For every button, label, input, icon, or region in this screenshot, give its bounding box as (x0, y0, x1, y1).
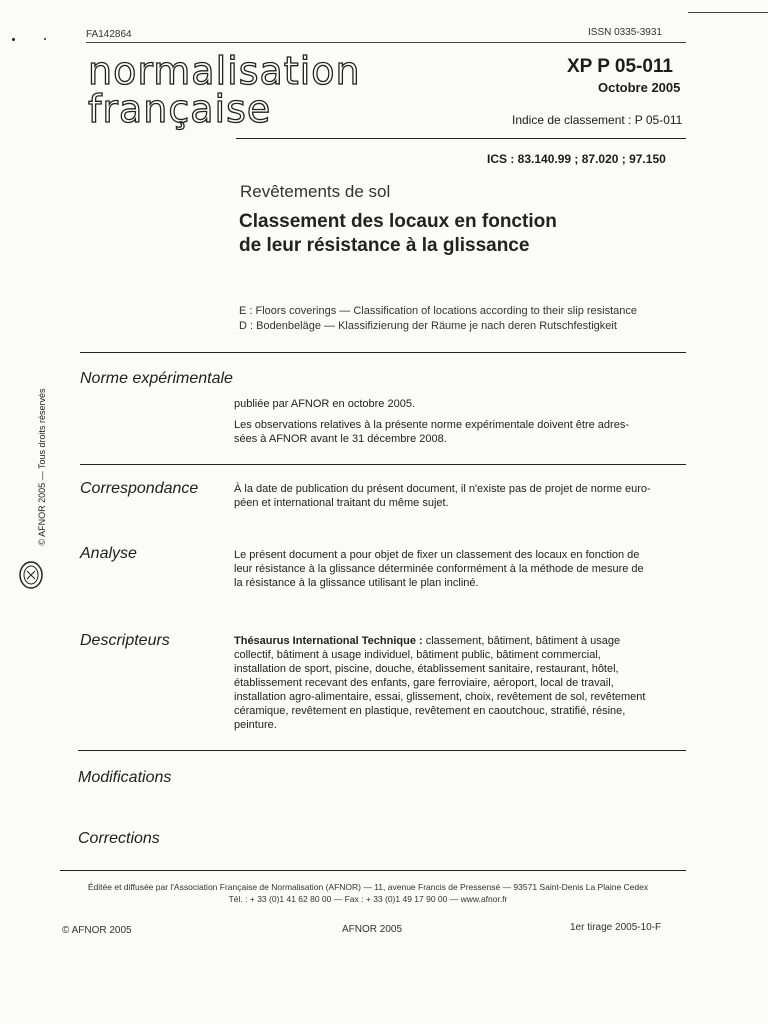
descripteurs-line1-text: classement, bâtiment, bâtiment à usage (422, 635, 621, 647)
descripteurs-line2: collectif, bâtiment à usage individuel, bâtiment public, bâtiment commercial, (234, 649, 601, 661)
document-title-line1: Classement des locaux en fonction (239, 211, 557, 232)
section-divider (80, 352, 686, 353)
translation-en: E : Floors coverings — Classification of locations according to their slip resistance (239, 305, 638, 317)
translation-de: D : Bodenbeläge — Klassifizierung der Räume je nach deren Rutschfestigkeit (239, 320, 617, 332)
doc-code: FA142864 (86, 29, 132, 40)
label-descripteurs: Descripteurs (80, 632, 170, 649)
indice-classement: Indice de classement : P 05-011 (512, 113, 683, 127)
brand-line1: normalisation (88, 49, 361, 93)
descripteurs-line6: céramique, revêtement en plastique, revêtement en caoutchouc, stratifié, résine, (234, 705, 626, 717)
label-analyse: Analyse (80, 545, 137, 562)
document-subject: Revêtements de sol (240, 182, 391, 201)
norme-line1: publiée par AFNOR en octobre 2005. (234, 398, 416, 410)
copyright: © AFNOR 2005 (62, 925, 132, 936)
ics-codes: ICS : 83.140.99 ; 87.020 ; 97.150 (487, 152, 666, 166)
side-copyright (32, 380, 46, 560)
correspondance-line1: À la date de publication du présent document, il n'existe pas de projet de norme euro- (234, 483, 651, 495)
scan-speck (44, 38, 46, 40)
label-correspondance: Correspondance (80, 480, 199, 497)
correspondance-line2: péen et international traitant du même sujet. (234, 497, 449, 509)
publisher-address: Éditée et diffusée par l'Association Française de Normalisation (AFNOR) — 11, avenue Francis de Pressensé — 93571 Saint-Denis La Plaine Cedex (87, 882, 649, 892)
brand-line2: française (88, 87, 272, 131)
thesaurus-label: Thésaurus International Technique : (234, 635, 423, 647)
header-rule (86, 42, 686, 43)
section-divider (78, 750, 686, 751)
issn: ISSN 0335-3931 (588, 27, 662, 38)
label-norme-experimentale: Norme expérimentale (80, 370, 233, 387)
scan-speck (12, 38, 15, 41)
descripteurs-line1 (234, 634, 620, 648)
footer-center: AFNOR 2005 (342, 924, 403, 935)
document-title-line2: de leur résistance à la glissance (239, 235, 530, 256)
analyse-line3: la résistance à la glissance utilisant le plan incliné. (234, 577, 479, 589)
standard-number: XP P 05-011 (567, 56, 674, 77)
norme-line3: sées à AFNOR avant le 31 décembre 2008. (234, 433, 447, 445)
tirage: 1er tirage 2005-10-F (570, 922, 662, 933)
descripteurs-line7: peinture. (234, 719, 277, 731)
label-modifications: Modifications (78, 769, 172, 786)
analyse-line1: Le présent document a pour objet de fixer un classement des locaux en fonction de (234, 549, 640, 561)
seal-icon (18, 560, 44, 590)
side-copyright-text: © AFNOR 2005 — Tous droits réservés (37, 388, 47, 546)
publication-date: Octobre 2005 (598, 80, 681, 95)
descripteurs-line4: établissement recevant des enfants, gare ferroviaire, aéroport, local de travail, (234, 677, 614, 689)
label-corrections: Corrections (78, 830, 160, 847)
top-edge-line (688, 12, 768, 13)
descripteurs-line5: installation agro-alimentaire, essai, glissement, choix, revêtement de sol, revêtement (234, 691, 646, 703)
norme-line2: Les observations relatives à la présente norme expérimentale doivent être adres- (234, 419, 629, 431)
publisher-contact: Tél. : + 33 (0)1 41 62 80 00 — Fax : + 33 (0)1 49 17 90 00 — www.afnor.fr (228, 894, 508, 904)
analyse-line2: leur résistance à la glissance déterminée conformément à la méthode de mesure de (234, 563, 644, 575)
descripteurs-line3: installation de sport, piscine, douche, établissement sanitaire, restaurant, hôtel, (234, 663, 619, 675)
section-divider (80, 464, 686, 465)
footer-divider (60, 870, 686, 871)
ics-rule (236, 138, 686, 139)
